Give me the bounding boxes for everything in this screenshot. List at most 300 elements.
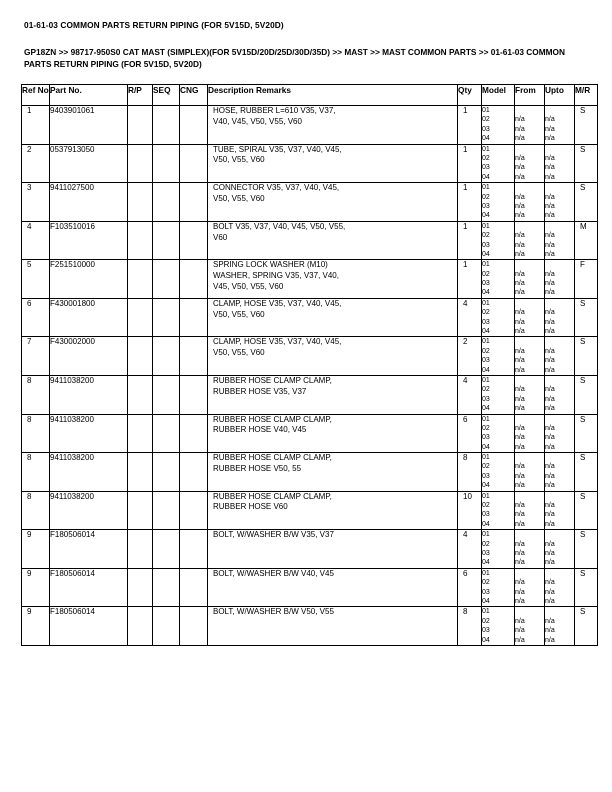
description-line: V50, V55, V60	[213, 155, 265, 165]
cell-model	[482, 375, 515, 414]
description-line: RUBBER HOSE V60	[213, 502, 288, 512]
cell-upto-value: n/a	[545, 588, 555, 596]
cell-cng	[180, 453, 208, 492]
cell-from-value: n/a	[515, 309, 525, 317]
cell-from-value: n/a	[515, 328, 525, 336]
table-row[interactable]	[22, 568, 598, 607]
description-line: V50, V55, V60	[213, 348, 265, 358]
cell-upto-value: n/a	[545, 154, 555, 162]
cell-rp	[128, 183, 153, 222]
cell-qty: 8	[458, 453, 482, 492]
cell-from-value: n/a	[515, 386, 525, 394]
cell-seq	[153, 337, 180, 376]
cell-model	[482, 568, 515, 607]
cell-qty: 4	[458, 530, 482, 569]
cell-from-value: n/a	[515, 395, 525, 403]
cell-part-number: F251510000	[50, 260, 128, 299]
cell-description	[208, 298, 458, 337]
description-line: V50, V55, V60	[213, 309, 265, 319]
cell-from-value: n/a	[515, 173, 525, 181]
cell-ref: 8	[22, 453, 50, 492]
cell-upto-value: n/a	[545, 328, 555, 336]
cell-mr: M	[575, 221, 598, 260]
cell-cng	[180, 260, 208, 299]
cell-model-value: 01	[482, 299, 490, 307]
cell-description	[208, 568, 458, 607]
cell-upto-value: n/a	[545, 520, 555, 528]
cell-from-value: n/a	[515, 443, 525, 451]
description-line: BOLT, W/WASHER B/W V50, V55	[213, 607, 334, 617]
cell-model-value: 02	[482, 116, 490, 124]
cell-seq	[153, 491, 180, 530]
cell-description	[208, 491, 458, 530]
cell-model-value: 04	[482, 405, 490, 413]
description-line: RUBBER HOSE V50, 55	[213, 463, 302, 473]
cell-from-value: n/a	[515, 357, 525, 365]
cell-ref: 8	[22, 414, 50, 453]
cell-description	[208, 453, 458, 492]
cell-from-value: n/a	[515, 502, 525, 510]
cell-model-value: 02	[482, 502, 490, 510]
cell-upto	[545, 375, 575, 414]
cell-model-value: 01	[482, 531, 490, 539]
cell-ref: 3	[22, 183, 50, 222]
cell-upto-value: n/a	[545, 270, 555, 278]
description-line: TUBE, SPIRAL V35, V37, V40, V45,	[213, 144, 342, 154]
cell-from-value: n/a	[515, 154, 525, 162]
cell-from-value: n/a	[515, 347, 525, 355]
cell-mr: S	[575, 607, 598, 646]
cell-model-value: 01	[482, 569, 490, 577]
cell-rp	[128, 298, 153, 337]
cell-upto-value: n/a	[545, 289, 555, 297]
cell-mr: S	[575, 183, 598, 222]
cell-from	[515, 144, 545, 183]
cell-cng	[180, 183, 208, 222]
cell-qty: 6	[458, 568, 482, 607]
cell-model-value: 02	[482, 270, 490, 278]
cell-upto	[545, 144, 575, 183]
cell-qty: 6	[458, 414, 482, 453]
cell-model-value: 03	[482, 434, 490, 442]
cell-upto-value: n/a	[545, 164, 555, 172]
cell-ref: 7	[22, 337, 50, 376]
description-line: BOLT, W/WASHER B/W V35, V37	[213, 530, 334, 540]
cell-upto-value: n/a	[545, 463, 555, 471]
cell-part-number: F430002000	[50, 337, 128, 376]
column-header-part: Part No.	[50, 85, 128, 106]
cell-model-value: 03	[482, 588, 490, 596]
column-header-qty: Qty	[458, 85, 482, 106]
cell-model-value: 03	[482, 280, 490, 288]
cell-upto-value: n/a	[545, 202, 555, 210]
cell-from	[515, 260, 545, 299]
cell-qty: 1	[458, 144, 482, 183]
cell-from-value: n/a	[515, 250, 525, 258]
description-line: RUBBER HOSE CLAMP CLAMP,	[213, 453, 332, 463]
description-line: RUBBER HOSE CLAMP CLAMP,	[213, 414, 332, 424]
cell-qty: 4	[458, 298, 482, 337]
cell-upto-value: n/a	[545, 502, 555, 510]
cell-model-value: 04	[482, 173, 490, 181]
cell-mr: S	[575, 298, 598, 337]
cell-seq	[153, 298, 180, 337]
cell-part-number: F180506014	[50, 568, 128, 607]
cell-model-value: 04	[482, 328, 490, 336]
cell-mr: S	[575, 491, 598, 530]
cell-part-number: 9411027500	[50, 183, 128, 222]
cell-from	[515, 298, 545, 337]
cell-model-value: 04	[482, 289, 490, 297]
parts-table	[21, 84, 598, 646]
column-header-mr: M/R	[575, 85, 598, 106]
cell-ref: 8	[22, 491, 50, 530]
table-row[interactable]	[22, 453, 598, 492]
cell-cng	[180, 337, 208, 376]
cell-upto-value: n/a	[545, 386, 555, 394]
cell-upto-value: n/a	[545, 212, 555, 220]
cell-upto-value: n/a	[545, 347, 555, 355]
cell-seq	[153, 414, 180, 453]
cell-model	[482, 530, 515, 569]
cell-upto	[545, 568, 575, 607]
cell-qty: 4	[458, 375, 482, 414]
cell-upto-value: n/a	[545, 250, 555, 258]
cell-upto	[545, 607, 575, 646]
cell-upto	[545, 260, 575, 299]
cell-model-value: 01	[482, 145, 490, 153]
cell-from	[515, 106, 545, 145]
cell-model-value: 04	[482, 366, 490, 374]
cell-model-value: 01	[482, 492, 490, 500]
cell-from-value: n/a	[515, 164, 525, 172]
description-line: V40, V45, V50, V55, V60	[213, 116, 302, 126]
cell-cng	[180, 375, 208, 414]
cell-upto-value: n/a	[545, 472, 555, 480]
cell-upto-value: n/a	[545, 540, 555, 548]
cell-mr: S	[575, 106, 598, 145]
cell-from	[515, 607, 545, 646]
cell-upto	[545, 337, 575, 376]
cell-model-value: 03	[482, 472, 490, 480]
cell-mr: S	[575, 453, 598, 492]
cell-part-number: F430001800	[50, 298, 128, 337]
cell-qty: 2	[458, 337, 482, 376]
cell-upto-value: n/a	[545, 617, 555, 625]
cell-from	[515, 414, 545, 453]
cell-upto-value: n/a	[545, 511, 555, 519]
cell-rp	[128, 106, 153, 145]
cell-ref: 2	[22, 144, 50, 183]
cell-upto	[545, 414, 575, 453]
description-line: CONNECTOR V35, V37, V40, V45,	[213, 183, 340, 193]
cell-from-value: n/a	[515, 472, 525, 480]
cell-model-value: 03	[482, 627, 490, 635]
cell-from-value: n/a	[515, 125, 525, 133]
cell-rp	[128, 375, 153, 414]
cell-from-value: n/a	[515, 434, 525, 442]
cell-from-value: n/a	[515, 366, 525, 374]
cell-description	[208, 106, 458, 145]
cell-upto	[545, 491, 575, 530]
description-line: RUBBER HOSE V35, V37	[213, 386, 307, 396]
table-row[interactable]	[22, 298, 598, 337]
cell-rp	[128, 453, 153, 492]
cell-cng	[180, 607, 208, 646]
cell-from	[515, 337, 545, 376]
breadcrumb: GP18ZN >> 98717-950S0 CAT MAST (SIMPLEX)(FOR 5V15D/20D/25D/30D/35D) >> MAST >> MAST COMMON PARTS >> 01-61-03 COMMON PARTS RETURN PIPING (FOR 5V15D, 5V20D)	[24, 47, 565, 70]
cell-upto-value: n/a	[545, 241, 555, 249]
cell-description	[208, 337, 458, 376]
table-row[interactable]	[22, 491, 598, 530]
description-line: BOLT V35, V37, V40, V45, V50, V55,	[213, 221, 346, 231]
cell-qty: 1	[458, 106, 482, 145]
column-header-seq: SEQ	[153, 85, 180, 106]
cell-model-value: 01	[482, 222, 490, 230]
table-row[interactable]	[22, 530, 598, 569]
cell-upto-value: n/a	[545, 116, 555, 124]
cell-description	[208, 144, 458, 183]
cell-upto-value: n/a	[545, 424, 555, 432]
cell-description	[208, 414, 458, 453]
cell-description	[208, 530, 458, 569]
cell-upto-value: n/a	[545, 636, 555, 644]
cell-upto-value: n/a	[545, 559, 555, 567]
cell-model-value: 03	[482, 550, 490, 557]
cell-upto-value: n/a	[545, 309, 555, 317]
column-header-model: Model	[482, 85, 515, 106]
cell-upto	[545, 530, 575, 569]
cell-model-value: 04	[482, 559, 490, 567]
cell-from	[515, 530, 545, 569]
table-row[interactable]	[22, 183, 598, 222]
cell-qty: 1	[458, 260, 482, 299]
cell-model-value: 02	[482, 386, 490, 394]
cell-model-value: 03	[482, 395, 490, 403]
table-row[interactable]	[22, 260, 598, 299]
cell-model	[482, 221, 515, 260]
cell-mr: F	[575, 260, 598, 299]
cell-model-value: 03	[482, 318, 490, 326]
cell-model-value: 02	[482, 309, 490, 317]
table-row[interactable]	[22, 106, 598, 145]
cell-cng	[180, 530, 208, 569]
cell-model-value: 04	[482, 482, 490, 490]
cell-rp	[128, 337, 153, 376]
cell-rp	[128, 221, 153, 260]
cell-from-value: n/a	[515, 116, 525, 124]
cell-from-value: n/a	[515, 482, 525, 490]
table-row[interactable]	[22, 414, 598, 453]
cell-model-value: 01	[482, 107, 490, 115]
cell-from	[515, 491, 545, 530]
cell-model-value: 01	[482, 608, 490, 616]
cell-part-number: 0537913050	[50, 144, 128, 183]
cell-upto-value: n/a	[545, 357, 555, 365]
cell-seq	[153, 530, 180, 569]
cell-from-value: n/a	[515, 463, 525, 471]
cell-from-value: n/a	[515, 135, 525, 143]
cell-model	[482, 298, 515, 337]
column-header-description: Description Remarks	[208, 85, 458, 106]
cell-upto-value: n/a	[545, 627, 555, 635]
cell-qty: 1	[458, 183, 482, 222]
cell-model-value: 04	[482, 636, 490, 644]
cell-model-value: 03	[482, 357, 490, 365]
description-line: BOLT, W/WASHER B/W V40, V45	[213, 568, 334, 578]
cell-model-value: 01	[482, 184, 490, 192]
cell-from-value: n/a	[515, 636, 525, 644]
cell-part-number: 9411038200	[50, 491, 128, 530]
cell-upto-value: n/a	[545, 550, 555, 557]
cell-seq	[153, 568, 180, 607]
cell-from-value: n/a	[515, 405, 525, 413]
cell-model-value: 03	[482, 241, 490, 249]
cell-part-number: 9403901061	[50, 106, 128, 145]
cell-part-number: 9411038200	[50, 453, 128, 492]
cell-from-value: n/a	[515, 202, 525, 210]
cell-part-number: 9411038200	[50, 414, 128, 453]
description-line: HOSE, RUBBER L=610 V35, V37,	[213, 106, 336, 116]
cell-qty: 10	[458, 491, 482, 530]
cell-model	[482, 414, 515, 453]
cell-cng	[180, 106, 208, 145]
cell-model	[482, 106, 515, 145]
cell-description	[208, 607, 458, 646]
cell-rp	[128, 144, 153, 183]
cell-upto-value: n/a	[545, 482, 555, 490]
cell-from-value: n/a	[515, 232, 525, 240]
cell-part-number: F180506014	[50, 530, 128, 569]
description-line: SPRING LOCK WASHER (M10)	[213, 260, 328, 270]
cell-ref: 9	[22, 607, 50, 646]
cell-seq	[153, 183, 180, 222]
cell-ref: 4	[22, 221, 50, 260]
table-body	[22, 106, 598, 646]
cell-model-value: 03	[482, 125, 490, 133]
cell-model	[482, 453, 515, 492]
cell-cng	[180, 144, 208, 183]
cell-from-value: n/a	[515, 318, 525, 326]
cell-seq	[153, 106, 180, 145]
cell-upto-value: n/a	[545, 366, 555, 374]
cell-model-value: 03	[482, 511, 490, 519]
cell-upto-value: n/a	[545, 232, 555, 240]
description-line: V50, V55, V60	[213, 193, 265, 203]
cell-upto	[545, 298, 575, 337]
cell-model-value: 04	[482, 135, 490, 143]
cell-model-value: 04	[482, 250, 490, 258]
cell-from	[515, 183, 545, 222]
cell-cng	[180, 221, 208, 260]
cell-ref: 9	[22, 568, 50, 607]
cell-model-value: 02	[482, 154, 490, 162]
cell-model-value: 02	[482, 193, 490, 201]
cell-mr: S	[575, 530, 598, 569]
cell-upto-value: n/a	[545, 405, 555, 413]
cell-from	[515, 221, 545, 260]
cell-upto	[545, 453, 575, 492]
cell-model-value: 02	[482, 463, 490, 471]
description-line: RUBBER HOSE CLAMP CLAMP,	[213, 491, 332, 501]
cell-rp	[128, 491, 153, 530]
cell-model	[482, 337, 515, 376]
cell-description	[208, 183, 458, 222]
cell-upto-value: n/a	[545, 579, 555, 587]
cell-from-value: n/a	[515, 289, 525, 297]
cell-ref: 9	[22, 530, 50, 569]
column-header-ref: Ref No.	[22, 85, 50, 106]
table-header-row	[22, 85, 598, 106]
description-line: RUBBER HOSE V40, V45	[213, 425, 307, 435]
table-row[interactable]	[22, 144, 598, 183]
cell-from-value: n/a	[515, 511, 525, 519]
cell-from-value: n/a	[515, 579, 525, 587]
cell-upto-value: n/a	[545, 434, 555, 442]
cell-upto-value: n/a	[545, 193, 555, 201]
cell-from-value: n/a	[515, 559, 525, 567]
cell-model	[482, 607, 515, 646]
column-header-upto: Upto	[545, 85, 575, 106]
cell-from-value: n/a	[515, 241, 525, 249]
cell-model	[482, 144, 515, 183]
cell-seq	[153, 607, 180, 646]
description-line: CLAMP, HOSE V35, V37, V40, V45,	[213, 298, 342, 308]
table-row[interactable]	[22, 375, 598, 414]
cell-upto-value: n/a	[545, 318, 555, 326]
cell-from	[515, 568, 545, 607]
cell-model-value: 02	[482, 579, 490, 587]
description-line: V45, V50, V55, V60	[213, 281, 284, 291]
cell-from-value: n/a	[515, 550, 525, 557]
cell-from	[515, 453, 545, 492]
cell-description	[208, 260, 458, 299]
cell-rp	[128, 568, 153, 607]
table-row[interactable]	[22, 337, 598, 376]
cell-from-value: n/a	[515, 588, 525, 596]
cell-seq	[153, 221, 180, 260]
cell-upto-value: n/a	[545, 395, 555, 403]
cell-from-value: n/a	[515, 193, 525, 201]
cell-model-value: 03	[482, 164, 490, 172]
table-row[interactable]	[22, 607, 598, 646]
cell-model-value: 02	[482, 232, 490, 240]
cell-ref: 1	[22, 106, 50, 145]
cell-from-value: n/a	[515, 280, 525, 288]
cell-part-number: 9411038200	[50, 375, 128, 414]
cell-rp	[128, 414, 153, 453]
cell-from-value: n/a	[515, 270, 525, 278]
cell-part-number: F103510016	[50, 221, 128, 260]
cell-cng	[180, 414, 208, 453]
table-row[interactable]	[22, 221, 598, 260]
cell-upto-value: n/a	[545, 173, 555, 181]
cell-seq	[153, 260, 180, 299]
cell-from-value: n/a	[515, 540, 525, 548]
cell-model-value: 04	[482, 520, 490, 528]
cell-from-value: n/a	[515, 212, 525, 220]
cell-upto	[545, 221, 575, 260]
cell-rp	[128, 260, 153, 299]
description-line: RUBBER HOSE CLAMP CLAMP,	[213, 375, 332, 385]
cell-from-value: n/a	[515, 617, 525, 625]
cell-qty: 1	[458, 221, 482, 260]
cell-mr: S	[575, 144, 598, 183]
cell-cng	[180, 491, 208, 530]
cell-from	[515, 375, 545, 414]
cell-description	[208, 221, 458, 260]
cell-model-value: 02	[482, 617, 490, 625]
